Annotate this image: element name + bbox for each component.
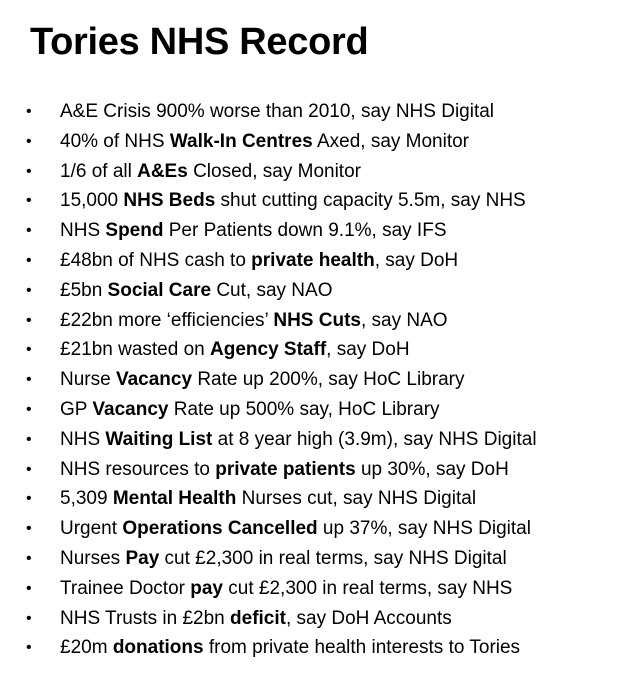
bullet-dot-icon: • <box>26 311 32 329</box>
bullet-segment: NHS <box>60 220 106 242</box>
bullet-segment: 40% of NHS <box>60 130 170 152</box>
bullet-emphasis: private health <box>251 249 375 271</box>
bullet-emphasis: Social Care <box>107 279 212 301</box>
bullet-segment: , say DoH Accounts <box>285 607 452 629</box>
bullet-segment: cut £2,300 in real terms, say NHS Digital <box>159 547 507 569</box>
bullet-emphasis: A&Es <box>137 160 188 182</box>
bullet-segment: NHS resources to <box>60 458 216 480</box>
bullet-dot-icon: • <box>26 549 32 567</box>
bullet-segment: Trainee Doctor <box>60 577 191 599</box>
bullet-segment: Axed, say Monitor <box>312 130 470 152</box>
bullet-text <box>60 484 476 514</box>
bullet-text <box>60 574 512 604</box>
bullet-dot-icon: • <box>26 520 32 538</box>
bullet-segment: Closed, say Monitor <box>187 160 361 182</box>
bullet-dot-icon: • <box>26 132 32 150</box>
bullet-text <box>60 216 447 246</box>
bullet-text <box>60 633 520 663</box>
bullet-segment: cut £2,300 in real terms, say NHS <box>223 577 513 599</box>
bullet-emphasis: Vacancy <box>115 369 193 391</box>
bullet-text <box>60 97 494 127</box>
bullet-segment: 5,309 <box>60 488 113 510</box>
bullet-emphasis: NHS Cuts <box>273 309 361 331</box>
bullet-text <box>60 157 361 187</box>
bullet-emphasis: Waiting List <box>105 428 213 450</box>
bullet-dot-icon: • <box>26 400 32 418</box>
bullet-emphasis: private patients <box>215 458 356 480</box>
bullet-segment: £5bn <box>60 279 108 301</box>
bullet-dot-icon: • <box>26 251 32 269</box>
bullet-dot-icon: • <box>26 639 32 657</box>
slide-title: Tories NHS Record <box>30 21 369 63</box>
bullet-dot-icon: • <box>26 460 32 478</box>
bullet-text <box>60 455 509 485</box>
bullet-text <box>60 425 537 455</box>
bullet-segment: Rate up 500% say, HoC Library <box>168 398 440 420</box>
bullet-segment: from private health interests to Tories <box>203 637 521 659</box>
bullet-emphasis: NHS Beds <box>123 190 216 212</box>
bullet-segment: , say DoH <box>374 249 459 271</box>
bullet-segment: 1/6 of all <box>60 160 138 182</box>
bullet-dot-icon: • <box>26 341 32 359</box>
bullet-segment: NHS <box>60 428 106 450</box>
bullet-dot-icon: • <box>26 430 32 448</box>
bullet-segment: GP <box>60 398 93 420</box>
bullet-dot-icon: • <box>26 162 32 180</box>
bullet-segment: A&E Crisis 900% worse than 2010, say NHS Digital <box>60 101 495 122</box>
bullet-segment: up 37%, say NHS Digital <box>317 518 531 540</box>
bullet-emphasis: Mental Health <box>112 488 237 510</box>
bullet-segment: Per Patients down 9.1%, say IFS <box>163 220 447 242</box>
bullet-segment: £48bn of NHS cash to <box>60 249 252 271</box>
bullet-dot-icon: • <box>26 371 32 389</box>
bullet-emphasis: donations <box>112 637 204 659</box>
bullet-segment: Urgent <box>60 518 123 540</box>
bullet-segment: , say NAO <box>360 309 448 331</box>
bullet-dot-icon: • <box>26 281 32 299</box>
bullet-segment: £22bn more ‘efficiencies’ <box>60 309 274 331</box>
bullet-emphasis: Walk-In Centres <box>169 130 313 152</box>
bullet-text <box>60 335 410 365</box>
bullet-text <box>60 544 507 574</box>
bullet-segment: 15,000 <box>60 190 124 212</box>
bullet-segment: £20m <box>60 637 113 659</box>
bullet-emphasis: Spend <box>105 220 164 242</box>
bullet-segment: £21bn wasted on <box>60 339 211 361</box>
bullet-segment: Nurses cut, say NHS Digital <box>236 488 477 510</box>
bullet-text <box>60 604 452 634</box>
bullet-text <box>60 246 458 276</box>
bullet-segment: up 30%, say DoH <box>355 458 509 480</box>
bullet-dot-icon: • <box>26 609 32 627</box>
bullet-dot-icon: • <box>26 103 32 120</box>
bullet-segment: NHS Trusts in £2bn <box>60 607 231 629</box>
bullet-emphasis: Vacancy <box>92 398 169 420</box>
bullet-text <box>60 395 440 425</box>
bullet-emphasis: pay <box>190 577 223 599</box>
bullet-text <box>60 514 531 544</box>
bullet-dot-icon: • <box>26 579 32 597</box>
bullet-emphasis: deficit <box>230 607 286 629</box>
bullet-segment: at 8 year high (3.9m), say NHS Digital <box>212 428 537 450</box>
bullet-text <box>60 306 448 336</box>
bullet-dot-icon: • <box>26 222 32 240</box>
bullet-segment: Cut, say NAO <box>211 279 333 301</box>
bullet-emphasis: Operations Cancelled <box>122 518 318 540</box>
bullet-segment: , say DoH <box>326 339 410 361</box>
bullet-segment: Nurses <box>60 547 126 569</box>
bullet-text <box>60 276 332 306</box>
bullet-segment: Rate up 200%, say HoC Library <box>192 369 465 391</box>
bullet-segment: shut cutting capacity 5.5m, say NHS <box>215 190 526 212</box>
bullet-text <box>60 127 469 157</box>
bullet-text <box>60 365 465 395</box>
bullet-emphasis: Agency Staff <box>210 339 327 361</box>
bullet-text <box>60 186 526 216</box>
bullet-segment: Nurse <box>60 369 116 391</box>
bullet-emphasis: Pay <box>125 547 160 569</box>
bullet-dot-icon: • <box>26 192 32 210</box>
bullet-dot-icon: • <box>26 490 32 508</box>
